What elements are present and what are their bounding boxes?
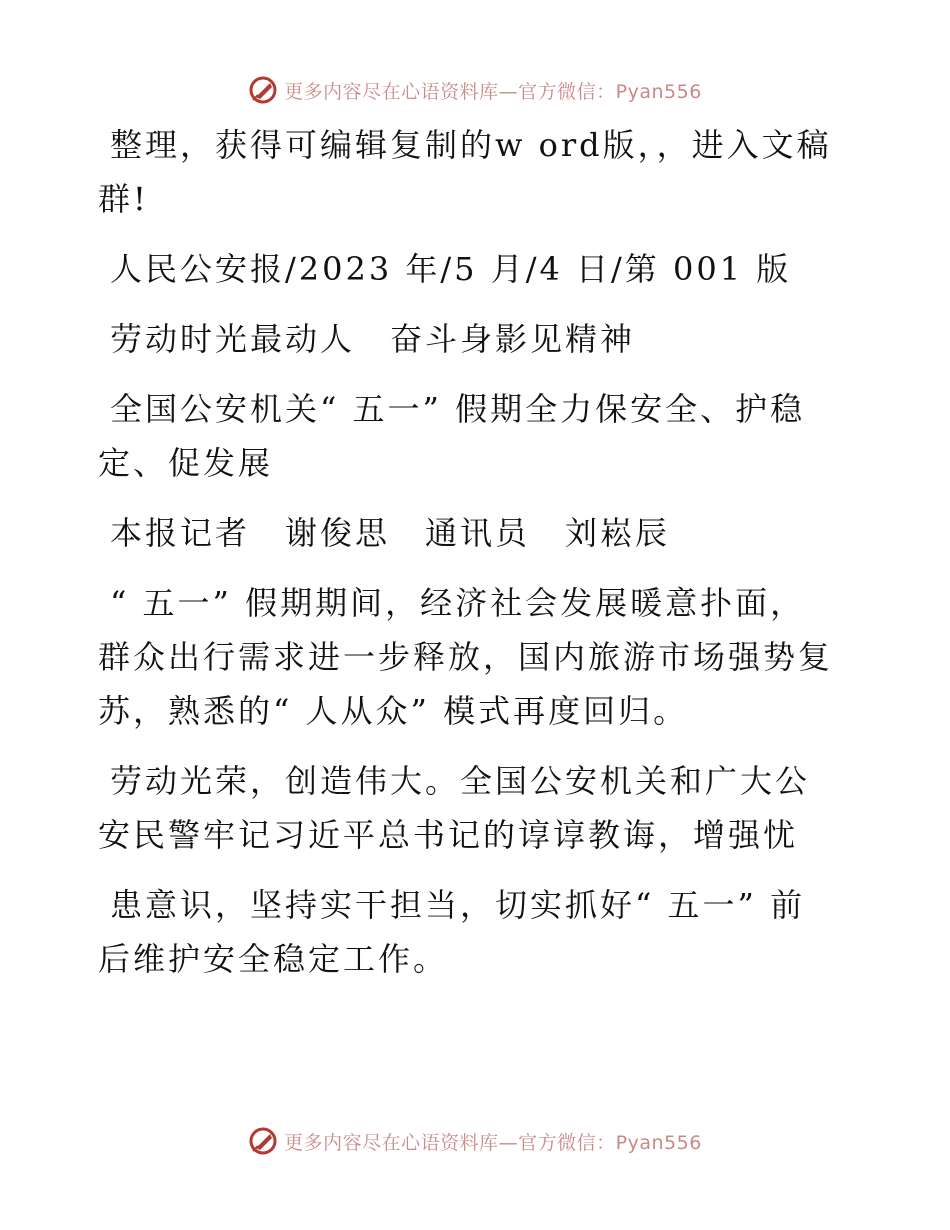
- footer-watermark: [0, 1121, 950, 1161]
- quill-logo-icon: [248, 1126, 278, 1156]
- headline-main: 全国公安机关“ 五一” 假期全力保安全、护稳定、促发展: [98, 390, 806, 482]
- watermark-text: 更多内容尽在心语资料库—官方微信：Pyan556: [284, 80, 702, 103]
- quill-logo-icon: [248, 75, 278, 105]
- byline: 本报记者 谢俊思 通讯员 刘崧辰: [110, 514, 671, 552]
- paragraph-source: 人民公安报/2023 年/5 月/4 日/第 001 版: [110, 250, 792, 288]
- watermark-text: 更多内容尽在心语资料库—官方微信：Pyan556: [284, 1131, 702, 1154]
- paragraph-body-3: 患意识，坚持实干担当，切实抓好“ 五一” 前后维护安全稳定工作。: [98, 886, 806, 978]
- document-body: [98, 118, 838, 986]
- paragraph-intro: 整理，获得可编辑复制的w ord版，，进入文稿群!: [98, 126, 832, 218]
- headline-lead: 劳动时光最动人 奋斗身影见精神: [110, 320, 636, 358]
- paragraph-body-1: “ 五一” 假期期间，经济社会发展暖意扑面，群众出行需求进一步释放，国内旅游市场强势复苏，熟悉的“ 人从众” 模式再度回归。: [98, 584, 834, 730]
- header-watermark: [0, 70, 950, 110]
- paragraph-body-2: 劳动光荣，创造伟大。全国公安机关和广大公安民警牢记习近平总书记的谆谆教诲，增强忧: [98, 762, 811, 854]
